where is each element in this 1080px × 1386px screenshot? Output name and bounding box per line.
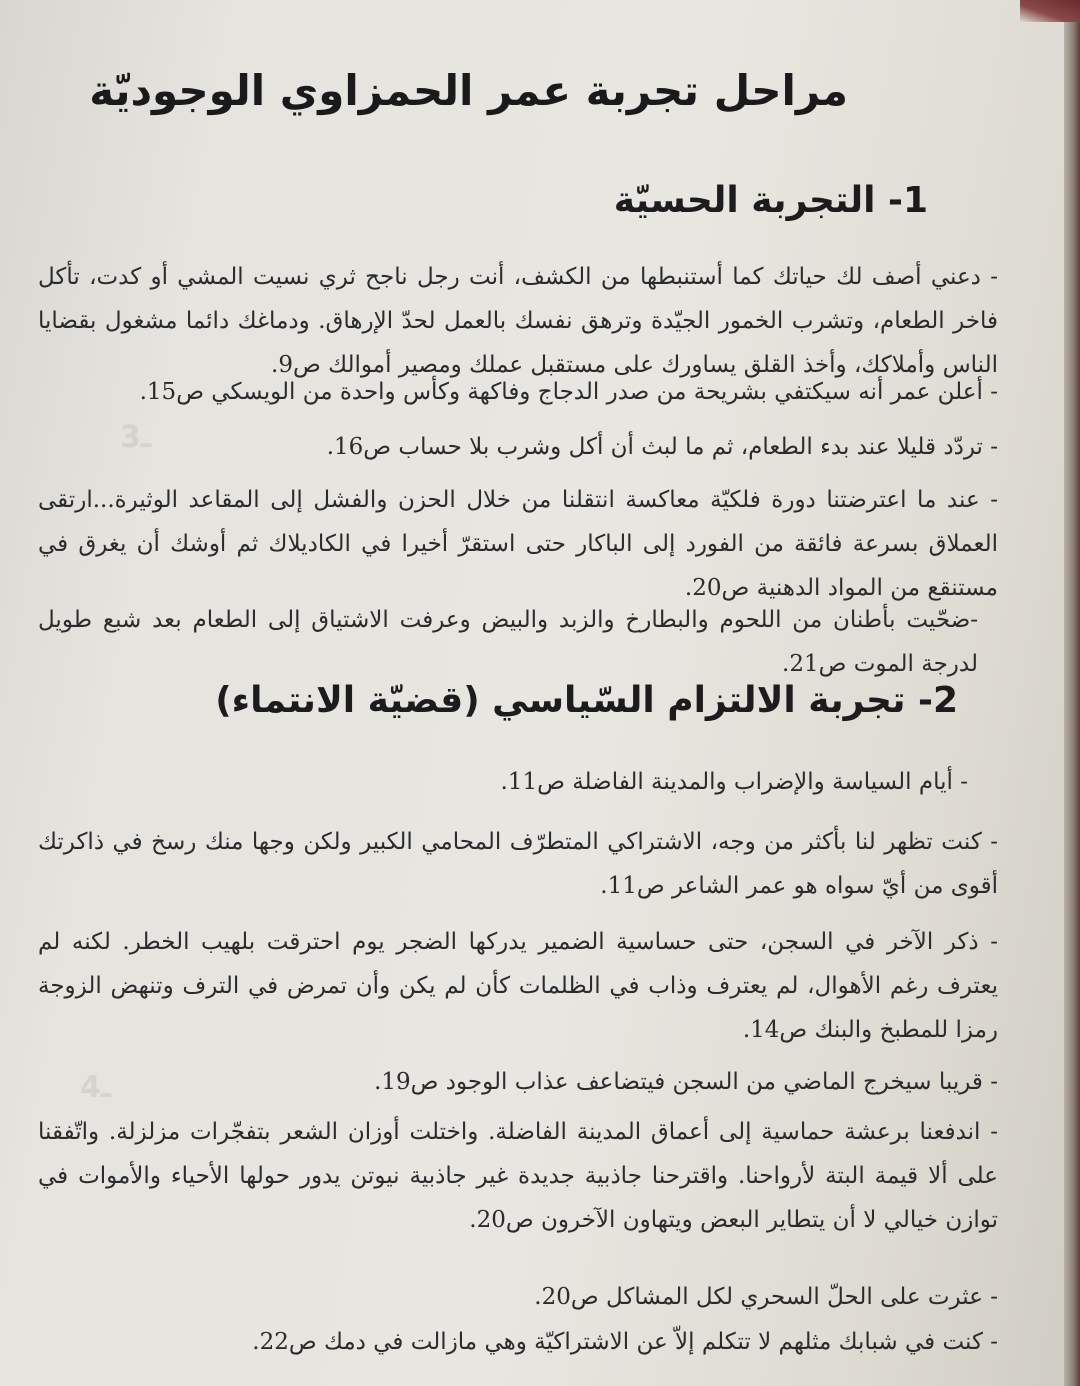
page-title: مراحل تجربة عمر الحمزاوي الوجوديّة: [89, 66, 848, 115]
section-2-paragraph: - ذكر الآخر في السجن، حتى حساسية الضمير يدركها الضجر يوم احترقت بلهيب الخطر. لكنه لم يعترف رغم الأهوال، لم يعترف وذاب في الظلمات كأن لم يكن وأن تمرض في الترف وتنهض الزوجة رمزا للمطبخ والبنك ص14.: [38, 929, 998, 1043]
section-2-paragraph: - قريبا سيخرج الماضي من السجن فيتضاعف عذاب الوجود ص19.: [374, 1069, 998, 1095]
book-spine-edge: [1064, 0, 1080, 1386]
section-2-paragraph: - كنت تظهر لنا بأكثر من وجه، الاشتراكي المتطرّف المحامي الكبير ولكن وجها منك رسخ في ذاكرتك أقوى من أيّ سواه هو عمر الشاعر ص11.: [38, 829, 998, 899]
section-1-paragraph: - دعني أصف لك حياتك كما أستنبطها من الكشف، أنت رجل ناجح ثري نسيت المشي أو كدت، تأكل فاخر الطعام، وتشرب الخمور الجيّدة وترهق نفسك بالعمل لحدّ الإرهاق. ودماغك دائما مشغول بقضايا الناس وأملاكك، وأخذ القلق يساورك على مستقبل عملك ومصير أموالك ص9.: [38, 264, 998, 378]
bleed-through-text: ـ3: [120, 420, 152, 455]
section-1-paragraph: -ضحّيت بأطنان من اللحوم والبطارخ والزبد والبيض وعرفت الاشتياق إلى الطعام بعد شبع طويل لدرجة الموت ص21.: [38, 607, 978, 677]
section-1-paragraph: - أعلن عمر أنه سيكتفي بشريحة من صدر الدجاج وفاكهة وكأس واحدة من الويسكي ص15.: [139, 379, 998, 405]
section-2-paragraph: - أيام السياسة والإضراب والمدينة الفاضلة ص11.: [500, 769, 968, 795]
section-2-paragraph: - كنت في شبابك مثلهم لا تتكلم إلاّ عن الاشتراكيّة وهي مازالت في دمك ص22.: [252, 1329, 998, 1355]
section-1-paragraph: - عند ما اعترضتنا دورة فلكيّة معاكسة انتقلنا من خلال الحزن والفشل إلى المقاعد الوثيرة...ارتقى العملاق بسرعة فائقة من الفورد إلى الباكار حتى استقرّ أخيرا في الكاديلاك ثم أوشك أن يغرق في مستنقع من المواد الدهنية ص20.: [38, 487, 998, 601]
section-2-paragraph: - اندفعنا برعشة حماسية إلى أعماق المدينة الفاضلة. واختلت أوزان الشعر بتفجّرات مزلزلة. واتّفقنا على ألا قيمة البتة لأرواحنا. واقترحنا جاذبية جديدة غير جاذبية نيوتن يدور حولها الأحياء والأموات في توازن خيالي لا أن يتطاير البعض ويتهاون الآخرون ص20.: [38, 1119, 998, 1233]
bleed-through-text: ـ4: [80, 1070, 112, 1105]
section-2-paragraph: - عثرت على الحلّ السحري لكل المشاكل ص20.: [534, 1284, 998, 1310]
book-cover-corner: [1020, 0, 1080, 22]
section-heading-sensory: 1- التجربة الحسيّة: [613, 180, 928, 221]
section-heading-political: 2- تجربة الالتزام السّياسي (قضيّة الانتماء): [215, 680, 958, 721]
section-1-paragraph: - تردّد قليلا عند بدء الطعام، ثم ما لبث أن أكل وشرب بلا حساب ص16.: [326, 434, 998, 460]
